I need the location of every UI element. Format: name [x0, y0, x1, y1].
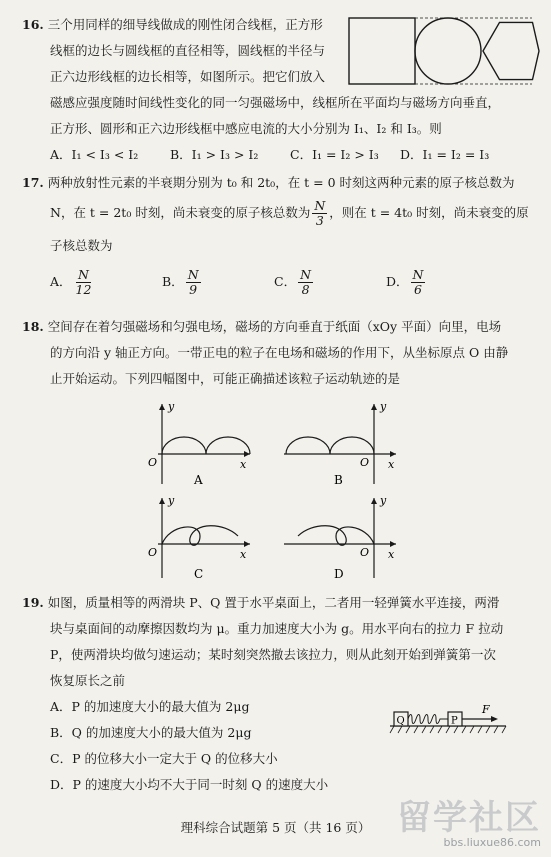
- question-text-line: P，使两滑块均做匀速运动；某时刻突然撤去该拉力，则从此刻开始到弹簧第一次: [50, 647, 496, 662]
- hexagon-frame: [483, 22, 533, 79]
- question-text-line: 两种放射性元素的半衰期分别为 t₀ 和 2t₀，在 t = 0 时刻这两种元素的原子核总数为: [47, 175, 515, 190]
- option-c[interactable]: C．P 的位移大小一定大于 Q 的位移大小: [50, 751, 278, 766]
- question-text-line: ，则在 t = 4t₀ 时刻，尚未衰变的原: [329, 205, 529, 220]
- question-text-line: 的方向沿 y 轴正方向。一带正电的粒子在电场和磁场的作用下，从坐标原点 O 由静: [50, 345, 509, 360]
- question-text-line: 磁感应强度随时间线性变化的同一匀强磁场中，线框所在平面均与磁场方向垂直，: [50, 95, 501, 110]
- axis-label-y: y: [380, 494, 387, 507]
- option-b[interactable]: B． $\frac{N}{9}$: [162, 267, 199, 297]
- option-d[interactable]: D． $\frac{N}{6}$: [386, 267, 424, 297]
- trajectory-path: [162, 437, 250, 454]
- circle-frame: [415, 18, 481, 84]
- axis-label-x: x: [388, 458, 395, 471]
- question-text-line: 正六边形线框的边长相等，如图所示。把它们放入: [50, 69, 326, 84]
- option-a[interactable]: A． $\frac{N}{12}$: [50, 267, 92, 297]
- option-b[interactable]: B．I₁ > I₃ > I₂: [170, 147, 259, 162]
- origin-label: O: [148, 456, 158, 469]
- graph-label: D: [334, 567, 344, 581]
- question-text-line: 三个用同样的细导线做成的刚性闭合线框，正方形: [47, 17, 323, 32]
- question-text-line: 块与桌面间的动摩擦因数均为 μ。重力加速度大小为 g。用水平向右的拉力 F 拉动: [50, 621, 504, 636]
- question-text-line: N，在 t = 2t₀ 时刻，尚未衰变的原子核总数为: [50, 205, 311, 220]
- option-a[interactable]: A．I₁ < I₃ < I₂: [50, 147, 139, 162]
- option-c[interactable]: C． $\frac{N}{8}$: [274, 267, 312, 297]
- watermark: [397, 800, 541, 849]
- option-a[interactable]: A．P 的加速度大小的最大值为 2μg: [50, 699, 250, 714]
- question-text-line: 止开始运动。下列四幅图中，可能正确描述该粒子运动轨迹的是: [50, 371, 401, 386]
- q19-spring-diagram: [388, 700, 510, 740]
- question-18: [22, 314, 508, 392]
- question-19: [22, 590, 503, 798]
- question-text-line: 子核总数为: [50, 238, 113, 253]
- watermark-logo-text: 留学社区: [397, 798, 541, 838]
- fraction: $\frac{N}{3}$: [314, 198, 326, 228]
- graph-a[interactable]: [140, 398, 260, 488]
- graph-label: C: [194, 567, 204, 581]
- option-d[interactable]: D．P 的速度大小均不大于同一时刻 Q 的速度大小: [50, 777, 329, 792]
- question-number: 18.: [22, 319, 44, 334]
- question-number: 16.: [22, 17, 44, 32]
- origin-label: O: [360, 456, 370, 469]
- origin-label: O: [148, 546, 158, 559]
- square-frame: [349, 18, 415, 84]
- question-17: [22, 170, 529, 302]
- question-text-line: 正方形、圆形和正六边形线框中感应电流的大小分别为 I₁、I₂ 和 I₃。则: [50, 121, 442, 136]
- trajectory-path: [162, 526, 238, 546]
- option-b[interactable]: B．Q 的加速度大小的最大值为 2μg: [50, 725, 252, 740]
- question-number: 17.: [22, 175, 44, 190]
- trajectory-path: [298, 526, 374, 546]
- hexagon-outline: [483, 22, 539, 79]
- axis-label-y: y: [168, 494, 175, 507]
- graph-label: B: [334, 473, 343, 487]
- force-label: F: [482, 703, 490, 716]
- axis-label-x: x: [240, 548, 247, 561]
- graph-b[interactable]: [280, 398, 400, 488]
- spring: [408, 715, 448, 724]
- question-text-line: 空间存在着匀强磁场和匀强电场，磁场的方向垂直于纸面（xOy 平面）向里，电场: [47, 319, 502, 334]
- watermark-url: bbs.liuxue86.com: [443, 836, 541, 849]
- option-c[interactable]: C．I₁ = I₂ > I₃: [290, 147, 379, 162]
- question-text-line: 线框的边长与圆线框的直径相等，圆线框的半径与: [50, 43, 326, 58]
- option-d[interactable]: D．I₁ = I₂ = I₃: [400, 147, 490, 162]
- origin-label: O: [360, 546, 370, 559]
- graph-c[interactable]: [140, 492, 260, 582]
- page-footer: 理科综合试题第 5 页（共 16 页）: [180, 820, 371, 835]
- axis-label-y: y: [380, 400, 387, 413]
- question-number: 19.: [22, 595, 44, 610]
- block-p-label: P: [451, 715, 458, 727]
- block-q-label: Q: [396, 715, 405, 727]
- question-text-line: 恢复原长之前: [50, 673, 126, 688]
- axis-label-y: y: [168, 400, 175, 413]
- graph-d[interactable]: [280, 492, 400, 582]
- axis-label-x: x: [388, 548, 395, 561]
- graph-label: A: [194, 473, 203, 487]
- trajectory-path: [286, 437, 374, 454]
- question-text-line: 如图，质量相等的两滑块 P、Q 置于水平桌面上，二者用一轻弹簧水平连接，两滑: [47, 595, 500, 610]
- axis-label-x: x: [240, 458, 247, 471]
- q16-shapes-figure: [345, 12, 540, 90]
